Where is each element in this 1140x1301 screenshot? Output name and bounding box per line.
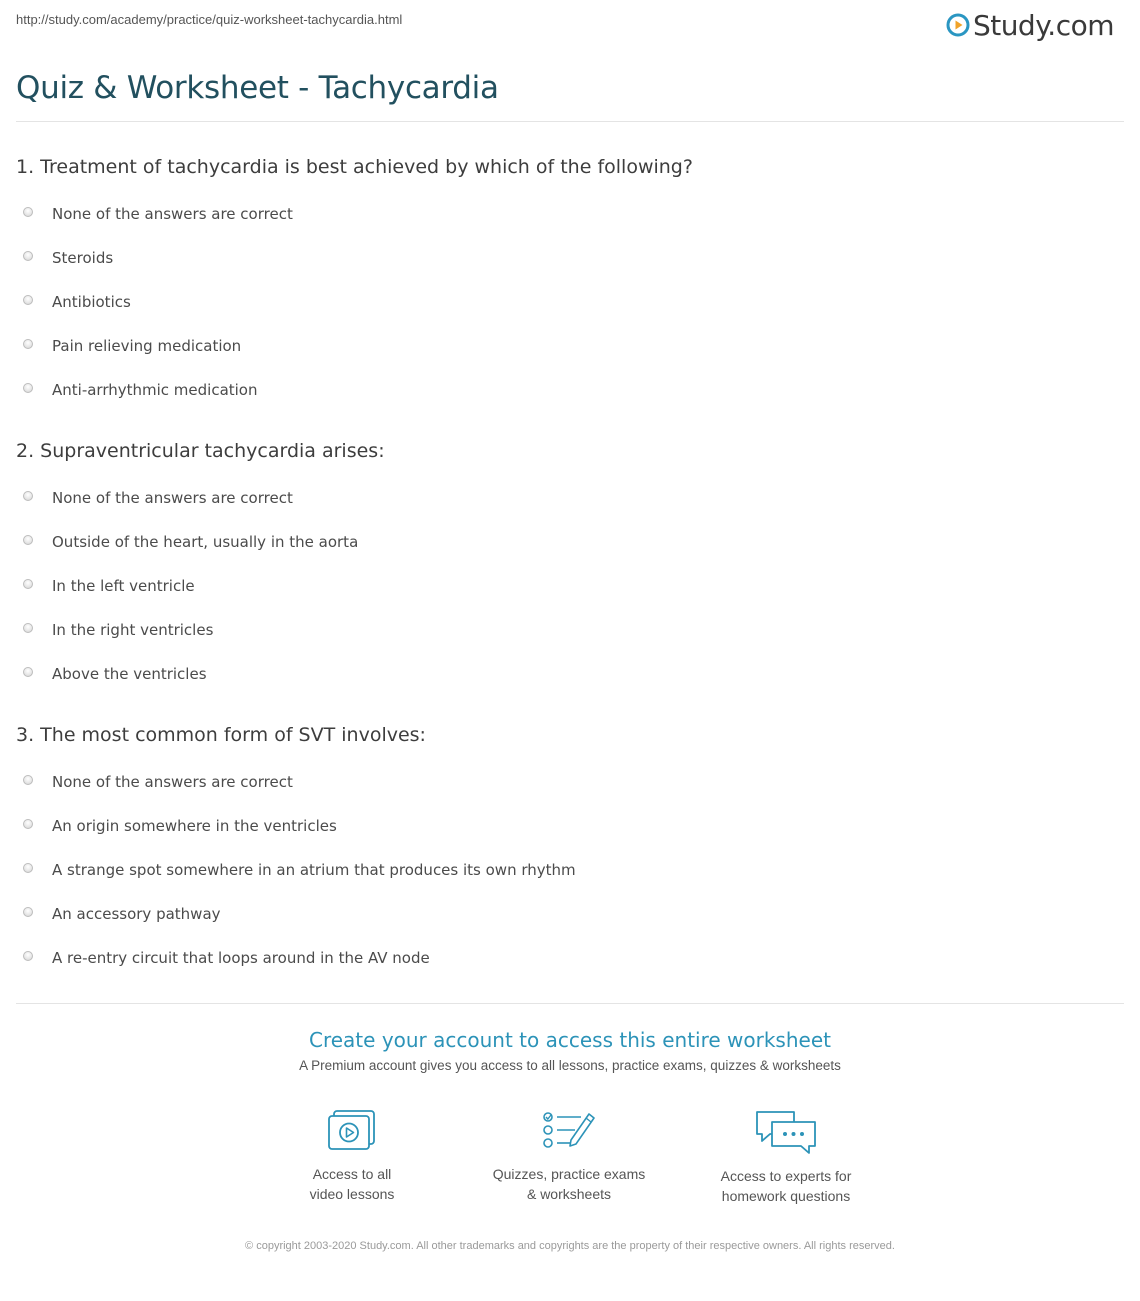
answer-label: A strange spot somewhere in an atrium that produces its own rhythm	[52, 861, 576, 879]
answer-label: Antibiotics	[52, 293, 131, 311]
answer-choice[interactable]	[16, 848, 1124, 892]
radio-button[interactable]	[23, 383, 33, 393]
question-2	[16, 436, 1124, 696]
answer-choice[interactable]	[16, 564, 1124, 608]
feature-label: Access to all video lessons	[309, 1166, 395, 1202]
radio-button[interactable]	[23, 535, 33, 545]
answer-choice[interactable]	[16, 520, 1124, 564]
answer-choice[interactable]	[16, 192, 1124, 236]
signup-cta	[0, 1026, 1140, 1073]
radio-button[interactable]	[23, 295, 33, 305]
feature-video-lessons	[252, 1108, 452, 1204]
radio-button[interactable]	[23, 623, 33, 633]
radio-button[interactable]	[23, 491, 33, 501]
feature-quizzes	[469, 1108, 669, 1204]
feature-label: Quizzes, practice exams & worksheets	[492, 1166, 646, 1202]
answer-choices	[16, 476, 1124, 696]
question-text: 3. The most common form of SVT involves:	[16, 724, 426, 746]
answer-choice[interactable]	[16, 652, 1124, 696]
answer-choice[interactable]	[16, 368, 1124, 412]
divider	[16, 1003, 1124, 1004]
answer-choice[interactable]	[16, 476, 1124, 520]
answer-choices	[16, 192, 1124, 412]
question-text: 2. Supraventricular tachycardia arises:	[16, 440, 385, 462]
answer-label: An origin somewhere in the ventricles	[52, 817, 337, 835]
answer-choice[interactable]	[16, 936, 1124, 980]
page-title: Quiz & Worksheet - Tachycardia	[16, 70, 499, 106]
answer-label: An accessory pathway	[52, 905, 221, 923]
play-circle-icon	[946, 13, 970, 37]
answer-choice[interactable]	[16, 804, 1124, 848]
answer-label: A re-entry circuit that loops around in the AV node	[52, 949, 430, 967]
quiz-checklist-icon	[541, 1108, 597, 1154]
answer-label: None of the answers are correct	[52, 489, 293, 507]
page-url: http://study.com/academy/practice/quiz-worksheet-tachycardia.html	[16, 12, 403, 27]
answer-label: None of the answers are correct	[52, 205, 293, 223]
cta-subheading: A Premium account gives you access to all lessons, practice exams, quizzes & worksheets	[299, 1058, 841, 1073]
radio-button[interactable]	[23, 863, 33, 873]
answer-label: In the left ventricle	[52, 577, 195, 595]
radio-button[interactable]	[23, 207, 33, 217]
chat-bubbles-icon	[754, 1108, 818, 1156]
answer-choice[interactable]	[16, 760, 1124, 804]
answer-label: Outside of the heart, usually in the aorta	[52, 533, 359, 551]
divider	[16, 121, 1124, 122]
answer-choice[interactable]	[16, 324, 1124, 368]
answer-label: None of the answers are correct	[52, 773, 293, 791]
answer-label: Steroids	[52, 249, 114, 267]
answer-choices	[16, 760, 1124, 980]
radio-button[interactable]	[23, 339, 33, 349]
answer-choice[interactable]	[16, 236, 1124, 280]
question-1	[16, 152, 1124, 412]
radio-button[interactable]	[23, 819, 33, 829]
feature-label: Access to experts for homework questions	[720, 1168, 852, 1204]
radio-button[interactable]	[23, 579, 33, 589]
question-3	[16, 720, 1124, 980]
answer-choice[interactable]	[16, 892, 1124, 936]
answer-choice[interactable]	[16, 280, 1124, 324]
premium-features	[0, 1108, 1140, 1218]
answer-choice[interactable]	[16, 608, 1124, 652]
answer-label: Anti-arrhythmic medication	[52, 381, 258, 399]
radio-button[interactable]	[23, 907, 33, 917]
answer-label: In the right ventricles	[52, 621, 214, 639]
question-text: 1. Treatment of tachycardia is best achieved by which of the following?	[16, 156, 693, 178]
feature-experts	[686, 1108, 886, 1206]
radio-button[interactable]	[23, 667, 33, 677]
study-logo[interactable]	[946, 8, 1114, 42]
video-lesson-icon	[326, 1108, 378, 1154]
logo-text: Study.com	[972, 8, 1114, 42]
radio-button[interactable]	[23, 251, 33, 261]
radio-button[interactable]	[23, 951, 33, 961]
radio-button[interactable]	[23, 775, 33, 785]
answer-label: Above the ventricles	[52, 665, 207, 683]
answer-label: Pain relieving medication	[52, 337, 242, 355]
cta-heading-link[interactable]: Create your account to access this entire worksheet	[309, 1028, 831, 1052]
copyright-text: © copyright 2003-2020 Study.com. All other trademarks and copyrights are the property of their respective owners. All rights reserved.	[245, 1240, 895, 1252]
